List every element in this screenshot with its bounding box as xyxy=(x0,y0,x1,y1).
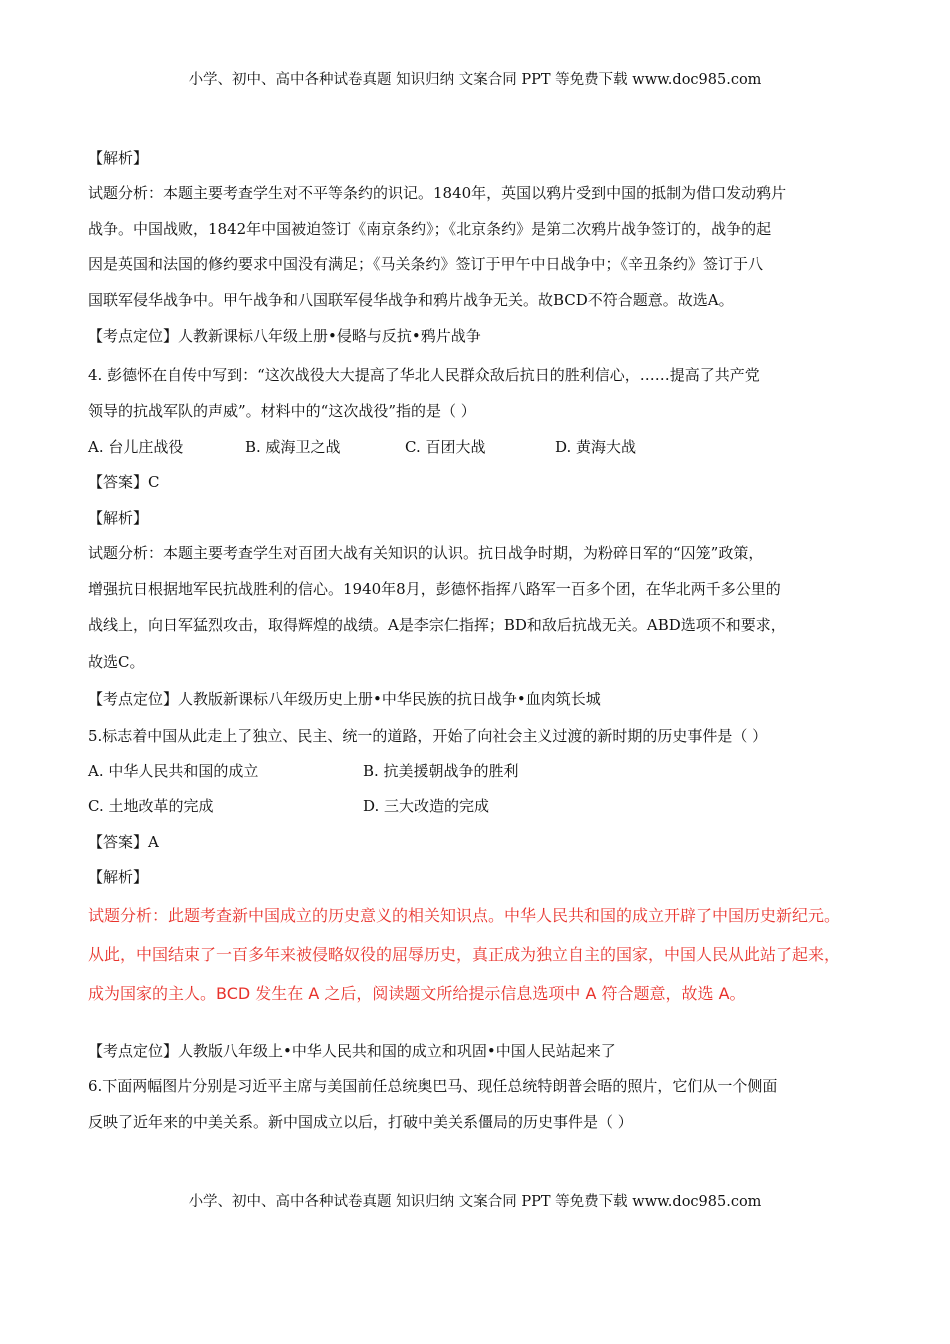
page-header: 小学、初中、高中各种试卷真题 知识归纳 文案合同 PPT 等免费下载 www.doc985.com xyxy=(188,72,762,88)
q5-answer: 【答案】A xyxy=(88,833,159,851)
q5-kaodian: 【考点定位】人教版八年级上•中华人民共和国的成立和巩固•中国人民站起来了 xyxy=(88,1042,616,1060)
q4-answer: 【答案】C xyxy=(88,473,160,491)
q4-analysis-label: 【解析】 xyxy=(88,509,149,527)
q5-analysis-line-1: 试题分析：此题考查新中国成立的历史意义的相关知识点。中华人民共和国的成立开辟了中国历史新纪元。 xyxy=(88,906,841,925)
q4-option-b: B. 威海卫之战 xyxy=(245,438,341,456)
q6-stem-line-2: 反映了近年来的中美关系。新中国成立以后，打破中美关系僵局的历史事件是（ ） xyxy=(88,1113,633,1131)
q4-option-d: D. 黄海大战 xyxy=(555,438,637,456)
q4-stem-line-1: 4. 彭德怀在自传中写到：“这次战役大大提高了华北人民群众敌后抗日的胜利信心，……提高了共产党 xyxy=(88,366,760,384)
q5-analysis-line-3: 成为国家的主人。BCD 发生在 A 之后，阅读题文所给提示信息选项中 A 符合题意，故选 A。 xyxy=(88,984,746,1003)
q3-analysis-line-4: 国联军侵华战争中。甲午战争和八国联军侵华战争和鸦片战争无关。故BCD不符合题意。故选A。 xyxy=(88,291,734,309)
q3-analysis-line-1: 试题分析：本题主要考查学生对不平等条约的识记。1840年，英国以鸦片受到中国的抵制为借口发动鸦片 xyxy=(88,184,787,202)
q4-analysis-line-2: 增强抗日根据地军民抗战胜利的信心。1940年8月，彭德怀指挥八路军一百多个团，在华北两千多公里的 xyxy=(88,580,781,598)
q5-stem: 5.标志着中国从此走上了独立、民主、统一的道路，开始了向社会主义过渡的新时期的历史事件是（ ） xyxy=(88,727,768,745)
q4-analysis-line-4: 故选C。 xyxy=(88,653,145,671)
q5-analysis-line-2: 从此，中国结束了一百多年来被侵略奴役的屈辱历史，真正成为独立自主的国家，中国人民从此站了起来， xyxy=(88,945,841,964)
q4-kaodian: 【考点定位】人教版新课标八年级历史上册•中华民族的抗日战争•血肉筑长城 xyxy=(88,690,601,708)
q3-analysis-line-2: 战争。中国战败，1842年中国被迫签订《南京条约》；《北京条约》是第二次鸦片战争签订的，战争的起 xyxy=(88,220,772,238)
q5-option-b: B. 抗美援朝战争的胜利 xyxy=(363,762,519,780)
q4-option-c: C. 百团大战 xyxy=(405,438,486,456)
q5-analysis-label: 【解析】 xyxy=(88,868,149,886)
q5-option-d: D. 三大改造的完成 xyxy=(363,797,490,815)
q4-stem-line-2: 领导的抗战军队的声威”。材料中的“这次战役”指的是（ ） xyxy=(88,402,476,420)
q5-option-c: C. 土地改革的完成 xyxy=(88,797,214,815)
q6-stem-line-1: 6.下面两幅图片分别是习近平主席与美国前任总统奥巴马、现任总统特朗普会晤的照片，它们从一个侧面 xyxy=(88,1077,778,1095)
q4-analysis-line-1: 试题分析：本题主要考查学生对百团大战有关知识的认识。抗日战争时期，为粉碎日军的“囚笼”政策， xyxy=(88,544,764,562)
q3-analysis-label: 【解析】 xyxy=(88,149,149,167)
page-footer: 小学、初中、高中各种试卷真题 知识归纳 文案合同 PPT 等免费下载 www.doc985.com xyxy=(188,1194,762,1210)
q4-option-a: A. 台儿庄战役 xyxy=(88,438,184,456)
q5-option-a: A. 中华人民共和国的成立 xyxy=(88,762,259,780)
q4-analysis-line-3: 战线上，向日军猛烈攻击，取得辉煌的战绩。A是李宗仁指挥；BD和敌后抗战无关。ABD选项不和要求， xyxy=(88,616,786,634)
q3-kaodian: 【考点定位】人教新课标八年级上册•侵略与反抗•鸦片战争 xyxy=(88,327,481,345)
q3-analysis-line-3: 因是英国和法国的修约要求中国没有满足；《马关条约》签订于甲午中日战争中；《辛丑条约》签订于八 xyxy=(88,255,764,273)
